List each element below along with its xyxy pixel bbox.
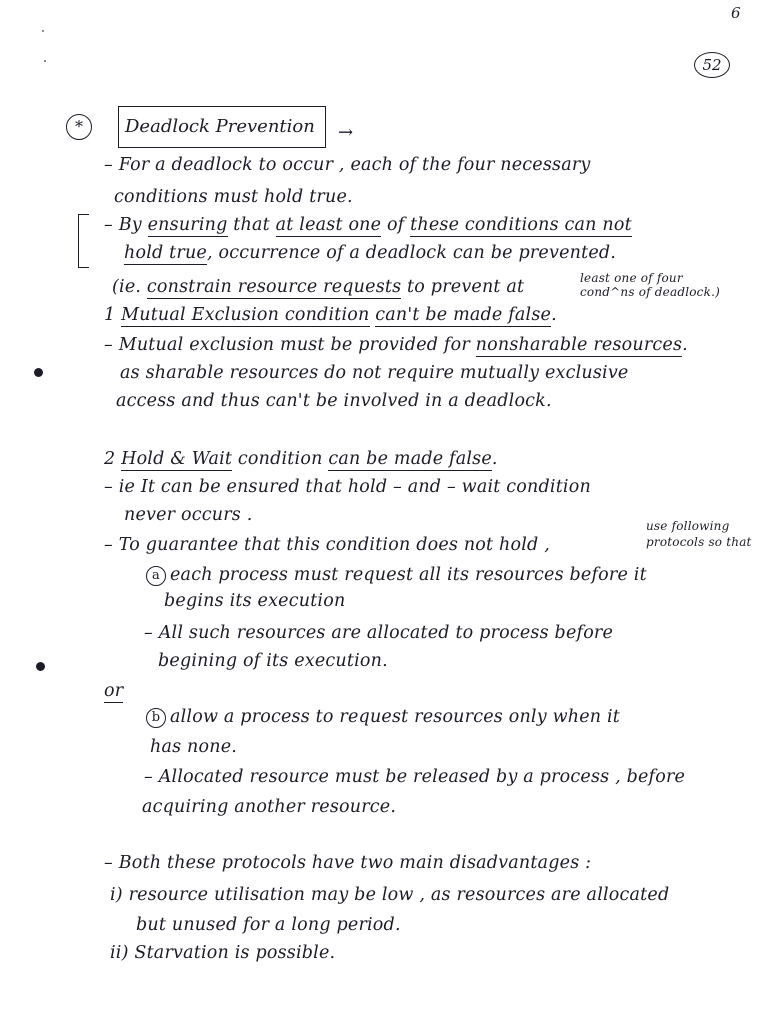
underlined-text: constrain resource requests — [146, 277, 402, 297]
text-run: of — [381, 215, 411, 235]
subscript-note: cond^ns of deadlock.) — [580, 285, 720, 299]
text-line: but unused for a long period. — [136, 915, 401, 935]
text-run: – Mutual exclusion must be provided for — [104, 335, 476, 355]
underlined-text: these conditions can not — [410, 215, 632, 235]
page-title: Deadlock Prevention — [118, 106, 326, 148]
margin-speck — [42, 30, 44, 32]
text-line: begining of its execution. — [158, 651, 388, 671]
text-line: conditions must hold true. — [114, 187, 353, 207]
or-connector — [104, 680, 123, 702]
circled-page-number: 52 — [694, 52, 730, 78]
subscript-note: protocols so that — [646, 535, 752, 549]
margin-bracket — [78, 214, 89, 268]
text-line: – Allocated resource must be released by a process , before — [144, 767, 686, 787]
text-run: (ie. — [112, 277, 147, 297]
text-line: – For a deadlock to occur , each of the four necessary — [104, 155, 591, 175]
text-run: 2 — [104, 449, 122, 469]
margin-ink-dot — [36, 662, 45, 671]
text-line — [104, 214, 632, 236]
circled-letter-a: a — [146, 566, 166, 586]
text-line: acquiring another resource. — [142, 797, 397, 817]
text-run: condition — [232, 449, 329, 469]
text-line — [104, 334, 688, 356]
text-run: – By — [104, 215, 148, 235]
text-run: that — [227, 215, 276, 235]
text-line: begins its execution — [164, 591, 346, 611]
text-run: . — [682, 335, 688, 355]
text-run: 1 — [104, 305, 122, 325]
margin-speck — [44, 60, 46, 62]
superscript-note: least one of four — [580, 271, 683, 285]
circled-letter-b: b — [146, 708, 166, 728]
underlined-text: or — [104, 681, 124, 701]
text-run: each process must request all its resources before it — [170, 565, 647, 585]
page-number: 6 — [731, 4, 741, 22]
text-line: – Both these protocols have two main disadvantages : — [104, 853, 592, 873]
text-line: never occurs . — [124, 505, 253, 525]
text-line — [146, 564, 647, 586]
text-line: – ie It can be ensured that hold – and – wait condition — [104, 477, 591, 497]
underlined-text: nonsharable resources — [475, 335, 683, 355]
underlined-text: at least one — [275, 215, 382, 235]
text-line — [146, 706, 620, 728]
underlined-text: can't be made false — [375, 305, 552, 325]
text-run: . — [551, 305, 557, 325]
arrow-right-icon: → — [338, 122, 354, 143]
margin-ink-dot — [34, 368, 43, 377]
superscript-note: use following — [646, 519, 730, 533]
underlined-text: hold true — [124, 243, 207, 263]
text-line: access and thus can't be involved in a deadlock. — [116, 391, 552, 411]
text-line — [104, 448, 498, 470]
text-line: – To guarantee that this condition does not hold , — [104, 535, 550, 555]
text-line: as sharable resources do not require mutually exclusive — [120, 363, 629, 383]
text-line: ii) Starvation is possible. — [110, 943, 336, 963]
underlined-text: can be made false — [328, 449, 492, 469]
text-line: – All such resources are allocated to process before — [144, 623, 614, 643]
text-line: has none. — [150, 737, 238, 757]
underlined-text: Hold & Wait — [121, 449, 233, 469]
text-run: allow a process to request resources only when it — [170, 707, 621, 727]
underlined-text: ensuring — [147, 215, 228, 235]
text-line: i) resource utilisation may be low , as resources are allocated — [110, 885, 670, 905]
underlined-text: Mutual Exclusion condition — [121, 305, 370, 325]
text-run: , occurrence of a deadlock can be prevented. — [207, 243, 617, 263]
text-run: . — [491, 449, 498, 469]
star-icon: * — [66, 114, 92, 140]
text-line — [104, 304, 557, 326]
text-line — [112, 276, 524, 298]
text-run: to prevent at — [401, 277, 525, 297]
text-line — [124, 242, 616, 264]
